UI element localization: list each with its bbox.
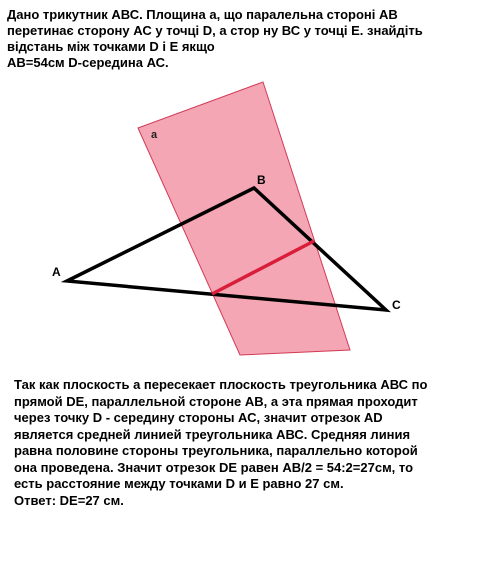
problem-line: відстань між точками D і Е якщо bbox=[7, 39, 215, 54]
solution-line: прямой DE, параллельной стороне АВ, а эта прямая проходит bbox=[14, 393, 418, 409]
solution-line: является средней линией треугольника АВС. Средняя линия bbox=[14, 426, 411, 442]
point-a-label: A bbox=[52, 265, 61, 279]
solution-line: равна половине стороны треугольника, параллельно которой bbox=[14, 443, 418, 458]
solution-line: есть расстояние между точками D и E равно 27 см. bbox=[14, 476, 344, 491]
plane-alpha bbox=[138, 82, 350, 355]
problem-line: перетинає сторону АС у точці D, а стор ну ВС у точці Е. знайдіть bbox=[7, 23, 423, 38]
solution-line: через точку D - середину стороны АС, значит отрезок AD bbox=[14, 410, 383, 425]
solution-line: Так как плоскость а пересекает плоскость треугольника АВС по bbox=[14, 377, 428, 392]
answer-line: Ответ: DE=27 см. bbox=[14, 492, 124, 508]
problem-statement bbox=[7, 7, 483, 71]
problem-line: АВ=54см D-середина АС. bbox=[7, 55, 169, 70]
problem-line: Дано трикутник АВС. Площина а, що паралельна стороні АВ bbox=[7, 7, 398, 22]
point-b-label: B bbox=[257, 173, 266, 187]
geometry-figure bbox=[0, 70, 488, 370]
solution-text bbox=[14, 377, 484, 509]
point-c-label: C bbox=[392, 298, 401, 312]
plane-label: а bbox=[151, 129, 158, 141]
solution-line: она проведена. Значит отрезок DE равен АВ/2 = 54:2=27см, то bbox=[14, 459, 414, 475]
